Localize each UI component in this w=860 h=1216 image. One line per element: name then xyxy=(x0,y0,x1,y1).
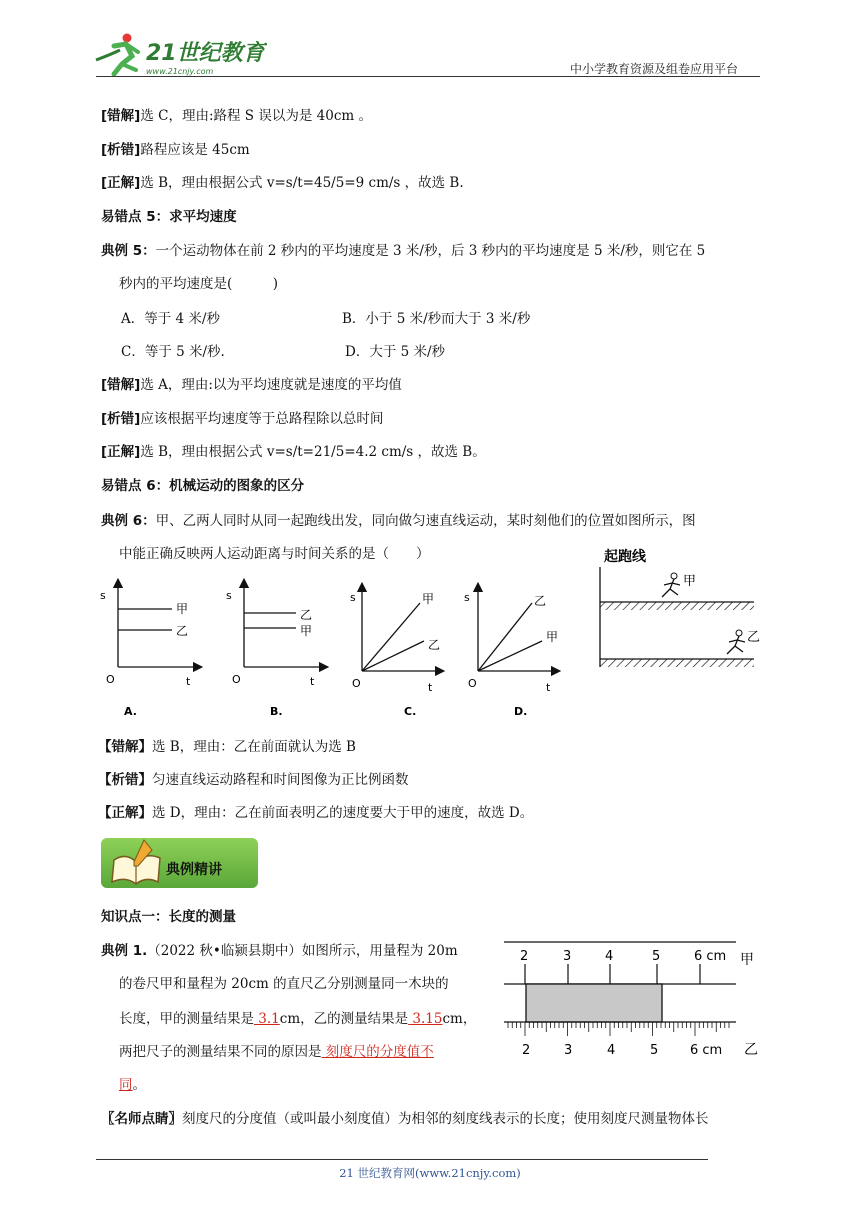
header-divider xyxy=(96,76,760,77)
error-analysis-line: [析错]应该根据平均速度等于总路程除以总时间 xyxy=(101,411,384,427)
svg-text:A.: A. xyxy=(124,705,137,718)
svg-text:s: s xyxy=(464,591,470,604)
site-logo xyxy=(92,30,267,78)
ruler-jia-labels xyxy=(520,949,726,964)
example6-question-cont: 中能正确反映两人运动距离与时间关系的是（ ） xyxy=(119,546,430,562)
example5-question-cont: 秒内的平均速度是( ) xyxy=(119,276,279,292)
svg-text:t: t xyxy=(428,681,433,694)
example5-question: 典例 5：一个运动物体在前 2 秒内的平均速度是 3 米/秒，后 3 秒内的平均速度是 5 米/秒，则它在 5 xyxy=(101,243,706,259)
start-line-figure xyxy=(594,545,760,675)
svg-text:5: 5 xyxy=(650,1043,659,1058)
svg-text:O: O xyxy=(106,673,115,686)
knowledge1-title: 知识点一：长度的测量 xyxy=(101,909,236,925)
graph-a xyxy=(100,583,198,718)
svg-text:t: t xyxy=(310,675,315,688)
footer-divider xyxy=(96,1159,708,1160)
svg-text:乙: 乙 xyxy=(747,630,760,645)
teacher-tip: 〖名师点睛〗刻度尺的分度值（或叫最小刻度值）为相邻的刻度线表示的长度；使用刻度尺测量物体长 xyxy=(101,1111,709,1127)
graph-d xyxy=(464,587,558,718)
wood-block xyxy=(526,984,662,1022)
svg-text:t: t xyxy=(546,681,551,694)
svg-text:2: 2 xyxy=(522,1043,531,1058)
svg-text:B.: B. xyxy=(270,705,283,718)
runner-jia-icon xyxy=(662,573,680,597)
point6-title: 易错点 6：机械运动的图象的区分 xyxy=(101,478,305,494)
open-book-icon xyxy=(108,836,166,888)
example1-line1: 典例 1.（2022 秋•临颍县期中）如图所示，用量程为 20m xyxy=(101,943,458,959)
svg-text:甲: 甲 xyxy=(683,574,697,589)
svg-text:5: 5 xyxy=(652,949,661,964)
platform-name: 中小学教育资源及组卷应用平台 xyxy=(570,62,739,76)
answer-reason: 刻度尺的分度值不 xyxy=(321,1044,434,1060)
correct-solution-line: 【正解】选 D，理由：乙在前面表明乙的速度要大于甲的速度，故选 D。 xyxy=(98,805,534,821)
svg-text:6 cm: 6 cm xyxy=(690,1043,723,1058)
logo-url: www.21cnjy.com xyxy=(146,67,214,76)
example1-line4: 两把尺子的测量结果不同的原因是 刻度尺的分度值不 xyxy=(119,1044,434,1060)
svg-text:4: 4 xyxy=(607,1043,616,1058)
logo-text: 21世纪教育 xyxy=(146,41,265,66)
svg-text:6 cm: 6 cm xyxy=(694,949,727,964)
runner-logo-icon xyxy=(96,34,138,75)
correct-solution-line: [正解]选 B，理由根据公式 v=s/t=45/5=9 cm/s ，故选 B. xyxy=(101,175,464,191)
example1-line3: 长度，甲的测量结果是 3.1cm，乙的测量结果是 3.15cm， xyxy=(119,1011,477,1027)
answer-jia: 3.1 xyxy=(254,1011,280,1027)
svg-text:乙: 乙 xyxy=(176,624,189,638)
error-solution-line: 【错解】选 B，理由：乙在前面就认为选 B xyxy=(98,739,356,755)
svg-text:D.: D. xyxy=(514,705,528,718)
error-solution-line: [错解]选 C，理由:路程 S 误以为是 40cm 。 xyxy=(101,108,372,124)
st-graphs-figure xyxy=(96,575,576,725)
correct-solution-line: [正解]选 B，理由根据公式 v=s/t=21/5=4.2 cm/s ，故选 B。 xyxy=(101,444,486,460)
svg-text:乙: 乙 xyxy=(300,608,313,622)
svg-text:乙: 乙 xyxy=(534,594,547,608)
banner-title: 典例精讲 xyxy=(166,862,222,878)
footer-text: 21 世纪教育网(www.21cnjy.com) xyxy=(339,1166,521,1180)
svg-text:s: s xyxy=(350,591,356,604)
svg-text:起跑线: 起跑线 xyxy=(604,549,646,565)
svg-text:甲: 甲 xyxy=(300,624,313,638)
graph-c xyxy=(350,587,440,718)
ruler-yi-labels xyxy=(522,1043,722,1058)
svg-text:s: s xyxy=(226,589,232,602)
example6-question: 典例 6：甲、乙两人同时从同一起跑线出发，同向做匀速直线运动，某时刻他们的位置如图所示，图 xyxy=(101,513,696,529)
svg-text:O: O xyxy=(468,677,477,690)
svg-text:C.: C. xyxy=(404,705,417,718)
option-a: A．等于 4 米/秒 xyxy=(121,311,220,327)
svg-text:3: 3 xyxy=(564,1043,573,1058)
svg-text:2: 2 xyxy=(520,949,529,964)
runner-yi-icon xyxy=(727,630,745,654)
example1-line5: 同。 xyxy=(119,1077,146,1093)
option-b: B．小于 5 米/秒而大于 3 米/秒 xyxy=(342,311,531,327)
error-solution-line: [错解]选 A，理由:以为平均速度就是速度的平均值 xyxy=(101,377,402,393)
example1-line2: 的卷尺甲和量程为 20cm 的直尺乙分别测量同一木块的 xyxy=(119,976,449,992)
svg-text:s: s xyxy=(100,589,106,602)
svg-text:O: O xyxy=(352,677,361,690)
svg-text:甲: 甲 xyxy=(546,630,559,644)
point5-title: 易错点 5：求平均速度 xyxy=(101,209,237,225)
error-analysis-line: [析错]路程应该是 45cm xyxy=(101,142,250,158)
graph-b xyxy=(226,583,324,718)
svg-text:甲: 甲 xyxy=(176,602,189,616)
svg-text:O: O xyxy=(232,673,241,686)
svg-text:乙: 乙 xyxy=(428,638,441,652)
option-c: C．等于 5 米/秒. xyxy=(121,344,225,360)
svg-text:3: 3 xyxy=(563,949,572,964)
ruler-yi-label: 乙 xyxy=(744,1042,758,1058)
ruler-jia-label: 甲 xyxy=(740,952,754,968)
svg-text:4: 4 xyxy=(605,949,614,964)
error-analysis-line: 【析错】匀速直线运动路程和时间图像为正比例函数 xyxy=(98,772,409,788)
svg-text:甲: 甲 xyxy=(422,592,435,606)
option-d: D．大于 5 米/秒 xyxy=(345,344,446,360)
ruler-figure xyxy=(504,938,762,1068)
answer-yi: 3.15 xyxy=(408,1011,443,1027)
svg-text:t: t xyxy=(186,675,191,688)
